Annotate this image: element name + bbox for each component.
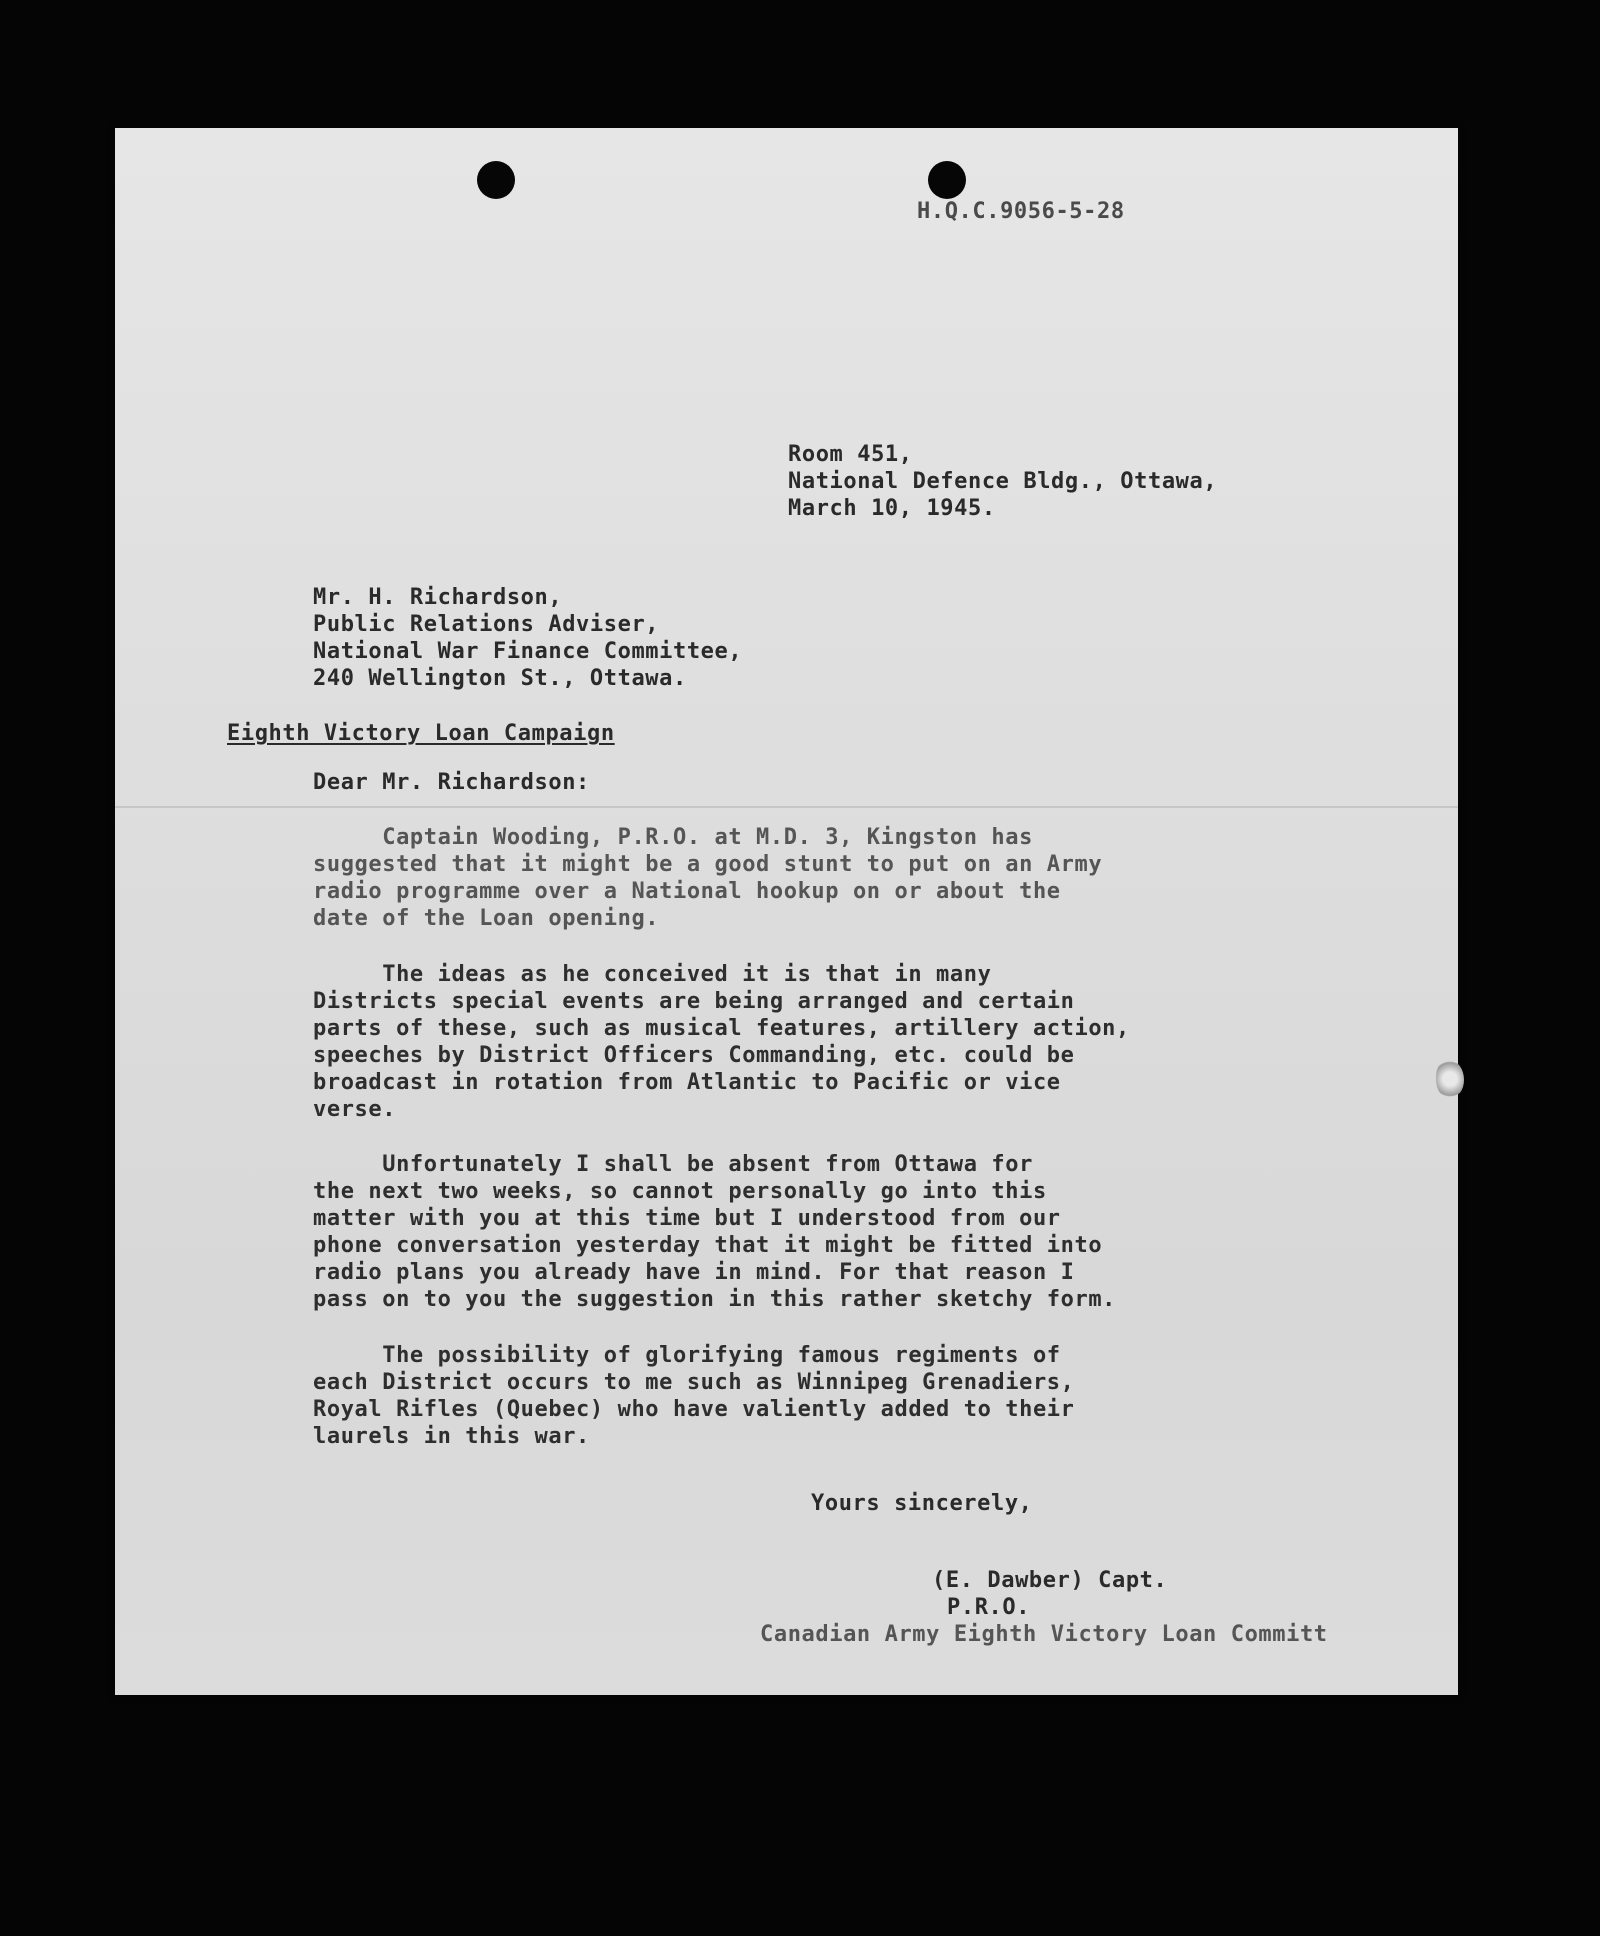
page-fold-line xyxy=(115,806,1458,808)
punch-hole-left xyxy=(477,161,515,199)
signature-name: (E. Dawber) Capt. xyxy=(932,1568,1168,1593)
paragraph-line: pass on to you the suggestion in this rather sketchy form. xyxy=(313,1287,1117,1312)
paragraph-line: suggested that it might be a good stunt to put on an Army xyxy=(313,852,1103,877)
paragraph-line: date of the Loan opening. xyxy=(313,906,660,931)
sender-address-line1: Room 451, xyxy=(788,442,913,467)
paragraph-line: Captain Wooding, P.R.O. at M.D. 3, Kingston has xyxy=(313,825,1033,850)
paragraph-line: The possibility of glorifying famous regiments of xyxy=(313,1343,1061,1368)
paragraph-line: The ideas as he conceived it is that in many xyxy=(313,962,992,987)
paragraph-line: Unfortunately I shall be absent from Ottawa for xyxy=(313,1152,1033,1177)
paragraph-line: the next two weeks, so cannot personally go into this xyxy=(313,1179,1047,1204)
paragraph-line: parts of these, such as musical features, artillery action, xyxy=(313,1016,1130,1041)
paragraph-line: speeches by District Officers Commanding, etc. could be xyxy=(313,1043,1075,1068)
paragraph-line: Royal Rifles (Quebec) who have valiently added to their xyxy=(313,1397,1075,1422)
paragraph-line: each District occurs to me such as Winnipeg Grenadiers, xyxy=(313,1370,1075,1395)
punch-hole-right xyxy=(928,161,966,199)
letter-page xyxy=(115,128,1458,1695)
subject-line: Eighth Victory Loan Campaign xyxy=(227,721,615,746)
paragraph-line: matter with you at this time but I understood from our xyxy=(313,1206,1061,1231)
letter-date: March 10, 1945. xyxy=(788,496,996,521)
paragraph-2 xyxy=(313,961,1130,1123)
recipient-address: 240 Wellington St., Ottawa. xyxy=(313,666,687,691)
paragraph-line: broadcast in rotation from Atlantic to Pacific or vice xyxy=(313,1070,1061,1095)
paragraph-line: laurels in this war. xyxy=(313,1424,590,1449)
recipient-name: Mr. H. Richardson, xyxy=(313,585,563,610)
recipient-organization: National War Finance Committee, xyxy=(313,639,743,664)
paragraph-4 xyxy=(313,1342,1074,1450)
file-reference: H.Q.C.9056-5-28 xyxy=(917,199,1125,224)
sender-address-line2: National Defence Bldg., Ottawa, xyxy=(788,469,1218,494)
paragraph-3 xyxy=(313,1151,1116,1313)
paragraph-line: phone conversation yesterday that it might be fitted into xyxy=(313,1233,1103,1258)
salutation: Dear Mr. Richardson: xyxy=(313,770,590,795)
paragraph-1 xyxy=(313,824,1102,932)
paragraph-line: Districts special events are being arranged and certain xyxy=(313,989,1075,1014)
paragraph-line: radio programme over a National hookup on or about the xyxy=(313,879,1061,904)
signature-committee: Canadian Army Eighth Victory Loan Committ xyxy=(760,1622,1328,1647)
paper-damage-spot xyxy=(1436,1060,1464,1098)
paragraph-line: verse. xyxy=(313,1097,397,1122)
recipient-title: Public Relations Adviser, xyxy=(313,612,660,637)
closing: Yours sincerely, xyxy=(811,1491,1033,1516)
paragraph-line: radio plans you already have in mind. For that reason I xyxy=(313,1260,1075,1285)
signature-position: P.R.O. xyxy=(947,1595,1031,1620)
